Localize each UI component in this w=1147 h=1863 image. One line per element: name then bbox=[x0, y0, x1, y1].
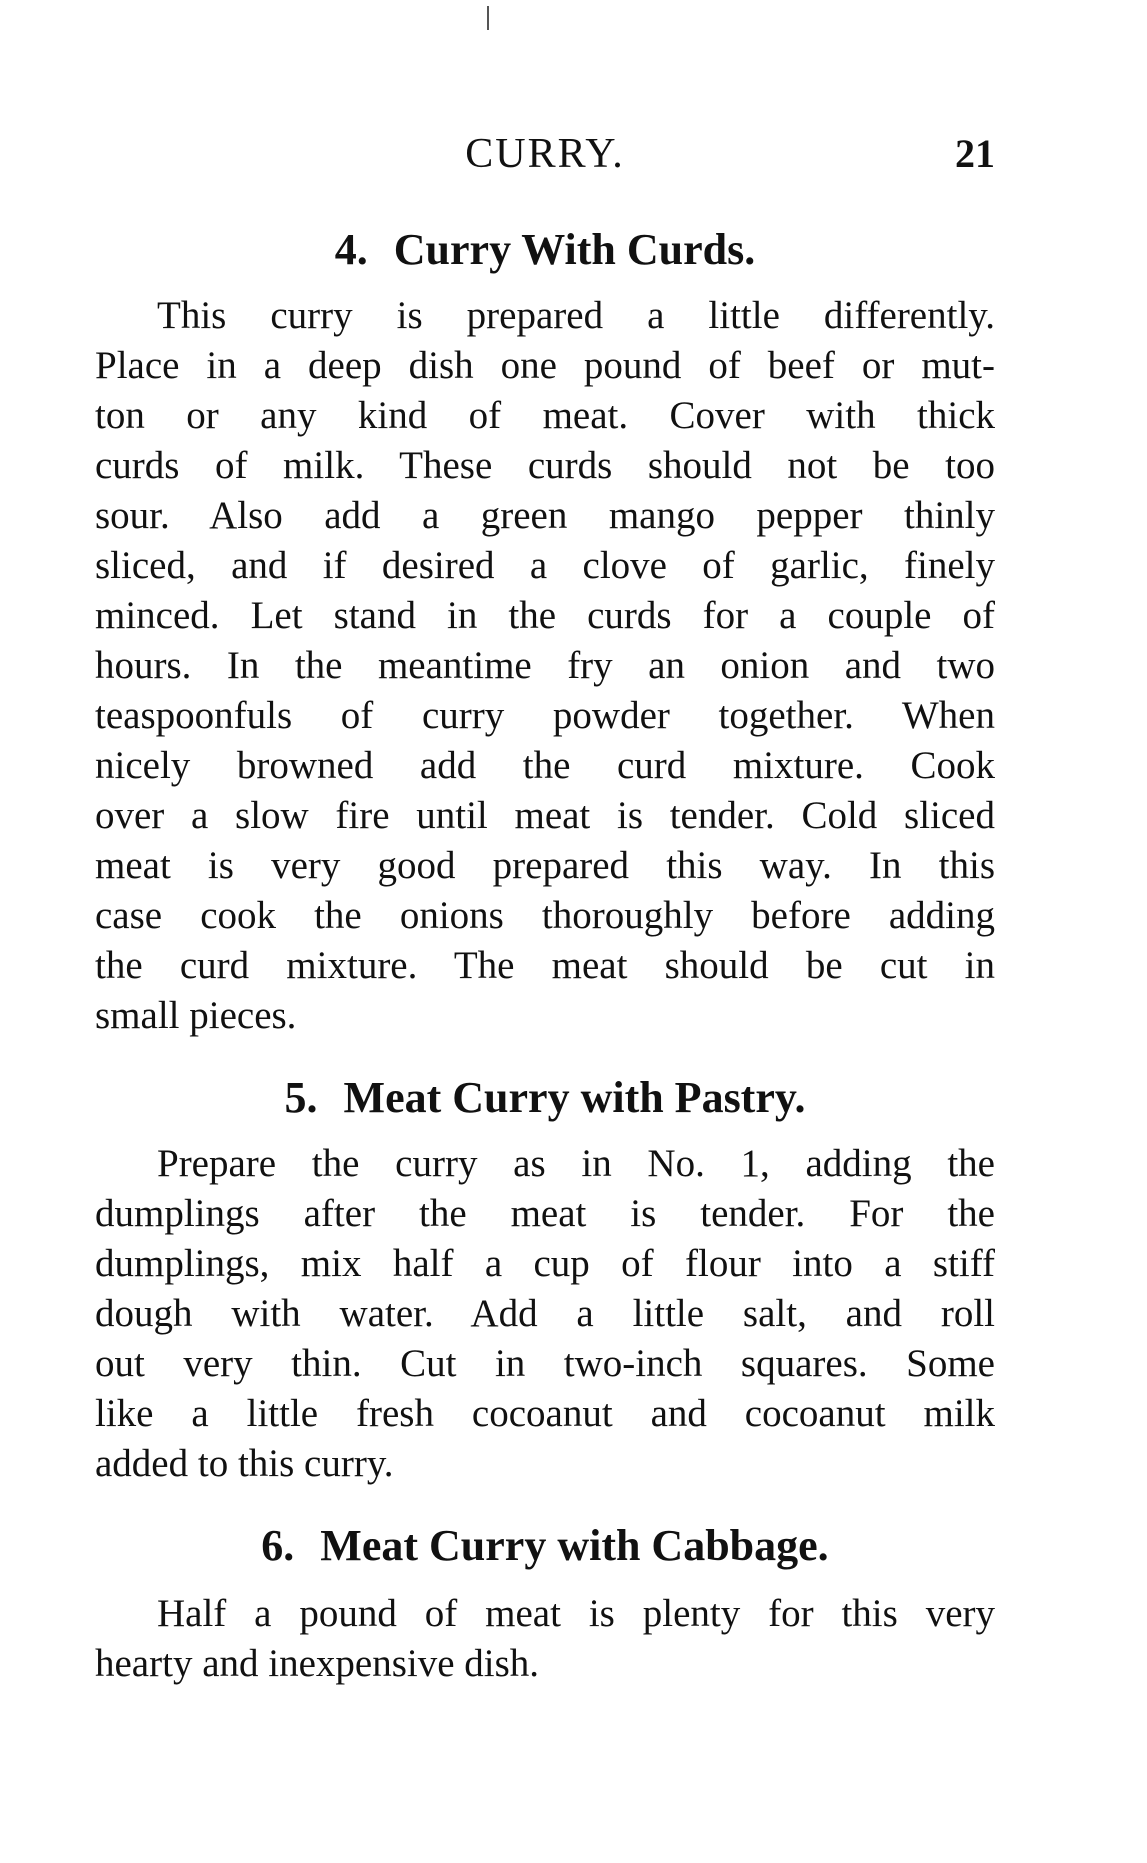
text-line: added to this curry. bbox=[95, 1442, 394, 1485]
recipe-title: Meat Curry with Cabbage. bbox=[320, 1521, 829, 1570]
text-line: small pieces. bbox=[95, 994, 297, 1037]
text-line: dough with water. Add a little salt, and roll bbox=[95, 1292, 995, 1335]
page-number: 21 bbox=[955, 131, 995, 176]
recipe-body bbox=[95, 1139, 995, 1489]
text-line: ton or any kind of meat. Cover with thick bbox=[95, 394, 995, 437]
text-line: sour. Also add a green mango pepper thinly bbox=[95, 494, 995, 537]
recipe-heading bbox=[95, 1070, 995, 1126]
text-line: teaspoonfuls of curry powder together. When bbox=[95, 694, 995, 737]
recipe-title: Meat Curry with Pastry. bbox=[343, 1073, 806, 1122]
recipe-title: Curry With Curds. bbox=[393, 225, 756, 274]
text-line: the curd mixture. The meat should be cut in bbox=[95, 944, 995, 987]
text-line: nicely browned add the curd mixture. Cook bbox=[95, 744, 995, 787]
text-line: This curry is prepared a little differently. bbox=[157, 294, 995, 337]
text-line: minced. Let stand in the curds for a couple of bbox=[95, 594, 995, 637]
running-title: CURRY. bbox=[465, 131, 625, 177]
text-line: sliced, and if desired a clove of garlic, finely bbox=[95, 544, 995, 587]
recipe-number: 5. bbox=[284, 1073, 318, 1122]
text-line: out very thin. Cut in two-inch squares. Some bbox=[95, 1342, 995, 1385]
text-line: case cook the onions thoroughly before adding bbox=[95, 894, 995, 937]
text-line: hours. In the meantime fry an onion and two bbox=[95, 644, 995, 687]
text-line: Half a pound of meat is plenty for this very bbox=[157, 1592, 995, 1635]
running-header bbox=[95, 128, 995, 180]
text-line: over a slow fire until meat is tender. Cold sliced bbox=[95, 794, 995, 837]
text-line: like a little fresh cocoanut and cocoanut milk bbox=[95, 1392, 995, 1435]
text-line: meat is very good prepared this way. In this bbox=[95, 844, 995, 887]
recipe-heading bbox=[95, 1518, 995, 1574]
recipe-heading bbox=[95, 222, 995, 278]
recipe-number: 4. bbox=[334, 225, 368, 274]
text-line: dumplings after the meat is tender. For the bbox=[95, 1192, 995, 1235]
text-line: hearty and inexpensive dish. bbox=[95, 1642, 540, 1685]
text-line: dumplings, mix half a cup of flour into a stiff bbox=[95, 1242, 995, 1285]
text-line: Place in a deep dish one pound of beef or mut- bbox=[95, 344, 995, 387]
text-line: curds of milk. These curds should not be too bbox=[95, 444, 995, 487]
recipe-number: 6. bbox=[261, 1521, 295, 1570]
margin-mark bbox=[487, 6, 489, 30]
recipe-body bbox=[95, 1589, 995, 1689]
text-line: Prepare the curry as in No. 1, adding the bbox=[157, 1142, 995, 1185]
recipe-body bbox=[95, 291, 995, 1041]
